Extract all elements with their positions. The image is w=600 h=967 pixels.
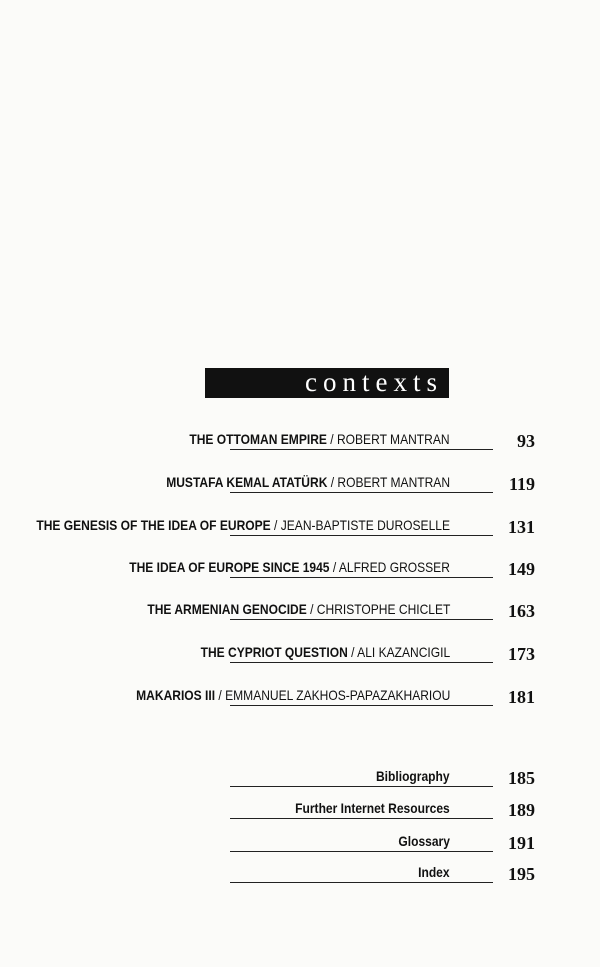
back-matter-rule [230,786,493,787]
toc-entry[interactable] [0,600,600,630]
entry-title: THE ARMENIAN GENOCIDE [146,601,307,617]
entry-author: / ROBERT MANTRAN [327,474,450,490]
back-matter-page: 189 [508,800,535,820]
back-matter-page: 191 [508,833,535,853]
entry-author: / CHRISTOPHE CHICLET [306,601,450,617]
section-banner [205,368,449,398]
entry-author: / EMMANUEL ZAKHOS-PAPAZAKHARIOU [214,687,450,703]
toc-entry[interactable] [0,558,600,588]
back-matter-label: Bibliography [376,768,450,784]
back-matter-entry[interactable] [0,800,600,828]
back-matter-rule [230,851,493,852]
entry-rule [230,577,493,578]
back-matter-rule [230,818,493,819]
entry-page: 119 [508,474,535,494]
entry-author: / ROBERT MANTRAN [327,431,450,447]
entry-page: 93 [517,431,535,451]
entry-rule [230,619,493,620]
back-matter-label: Further Internet Resources [295,800,450,816]
back-matter-label: Index [418,864,450,880]
back-matter-label: Glossary [398,833,450,849]
toc-entry[interactable] [0,643,600,673]
section-title: contexts [305,367,443,397]
entry-page: 131 [508,517,535,537]
back-matter-rule [230,882,493,883]
entry-author: / JEAN-BAPTISTE DUROSELLE [270,517,450,533]
entry-title: THE CYPRIOT QUESTION [200,644,348,660]
entry-page: 173 [508,644,535,664]
back-matter-page: 195 [508,864,535,884]
entry-rule [230,449,493,450]
entry-title: MUSTAFA KEMAL ATATÜRK [166,474,328,490]
entry-title: MAKARIOS III [135,687,215,703]
entry-rule [230,705,493,706]
entry-rule [230,535,493,536]
back-matter-entry[interactable] [0,833,600,861]
entry-author: / ALFRED GROSSER [329,559,450,575]
entry-title: THE IDEA OF EUROPE SINCE 1945 [129,559,330,575]
back-matter-entry[interactable] [0,864,600,892]
entry-rule [230,662,493,663]
entry-page: 181 [508,687,535,707]
toc-entry[interactable] [0,430,600,460]
back-matter-entry[interactable] [0,768,600,796]
entry-title: THE OTTOMAN EMPIRE [189,431,328,447]
entry-author: / ALI KAZANCIGIL [347,644,450,660]
toc-entry[interactable] [0,473,600,503]
toc-entry[interactable] [0,686,600,716]
entry-page: 149 [508,559,535,579]
entry-title: THE GENESIS OF THE IDEA OF EUROPE [36,517,271,533]
toc-entry[interactable] [0,516,600,546]
entry-rule [230,492,493,493]
back-matter-page: 185 [508,768,535,788]
entry-page: 163 [508,601,535,621]
